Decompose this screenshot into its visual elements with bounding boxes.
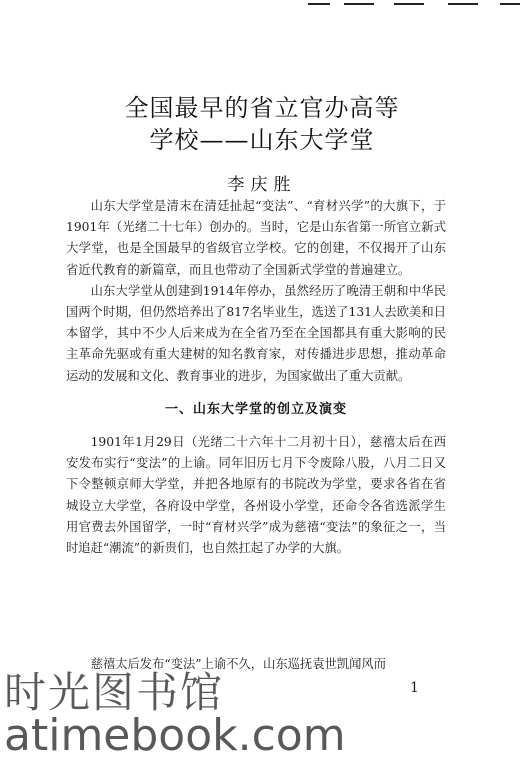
author-name: 李庆胜 xyxy=(227,175,297,195)
top-rule xyxy=(500,3,520,5)
section-heading: 一、山东大学堂的创立及演变 xyxy=(164,401,347,417)
intro-paragraph-1: 山东大学堂是清末在清廷扯起“变法”、“育材兴学”的大旗下，于1901年（光绪二十七年）创办的。当时，它是山东省第一所官立新式大学堂，也是全国最早的省级官立学校。它的创建，不仅揭开了山东省近代教育的新篇章，而且也带动了全国新式学堂的普遍建立。 xyxy=(66,199,446,277)
page-number: 1 xyxy=(410,680,419,696)
watermark-url: atimebook.com xyxy=(4,710,346,761)
watermark-chinese: 时光图书馆 xyxy=(4,668,225,717)
top-rule-marks xyxy=(0,0,524,10)
top-rule xyxy=(308,3,330,5)
title-line-2: 学校——山东大学堂 xyxy=(149,126,375,154)
top-rule xyxy=(394,3,424,5)
cut-off-line: 慈禧太后发布“变法”上谕不久，山东巡抚袁世凯闻风而 xyxy=(90,657,386,671)
article-title xyxy=(0,92,524,156)
top-rule xyxy=(448,3,478,5)
title-line-1: 全国最早的省立官办高等 xyxy=(124,94,400,122)
article-body xyxy=(66,196,446,559)
intro-paragraph-2: 山东大学堂从创建到1914年停办，虽然经历了晚清王朝和中华民国两个时期，但仍然培养出了817名毕业生，选送了131人去欧美和日本留学，其中不少人后来成为在全省乃至在全国都具有重大影响的民主革命先驱或有重大建树的知名教育家，对传播进步思想，推动革命运动的发展和文化、教育事业的进步，为国家做出了重大贡献。 xyxy=(66,283,446,383)
section-paragraph: 1901年1月29日（光绪二十六年十二月初十日），慈禧太后在西安发布实行“变法”的上谕。同年旧历七月下令废除八股，八月二日又下令整顿京师大学堂，并把各地原有的书院改为学堂，要求各省在省城设立大学堂，各府设中学堂，各州设小学堂，还命令各省选派学生用官费去外国留学，一时“育材兴学”成为慈禧“变法”的象征之一，当时追赶“潮流”的新贵们，也自然扛起了办学的大旗。 xyxy=(66,435,446,556)
top-rule xyxy=(344,3,374,5)
